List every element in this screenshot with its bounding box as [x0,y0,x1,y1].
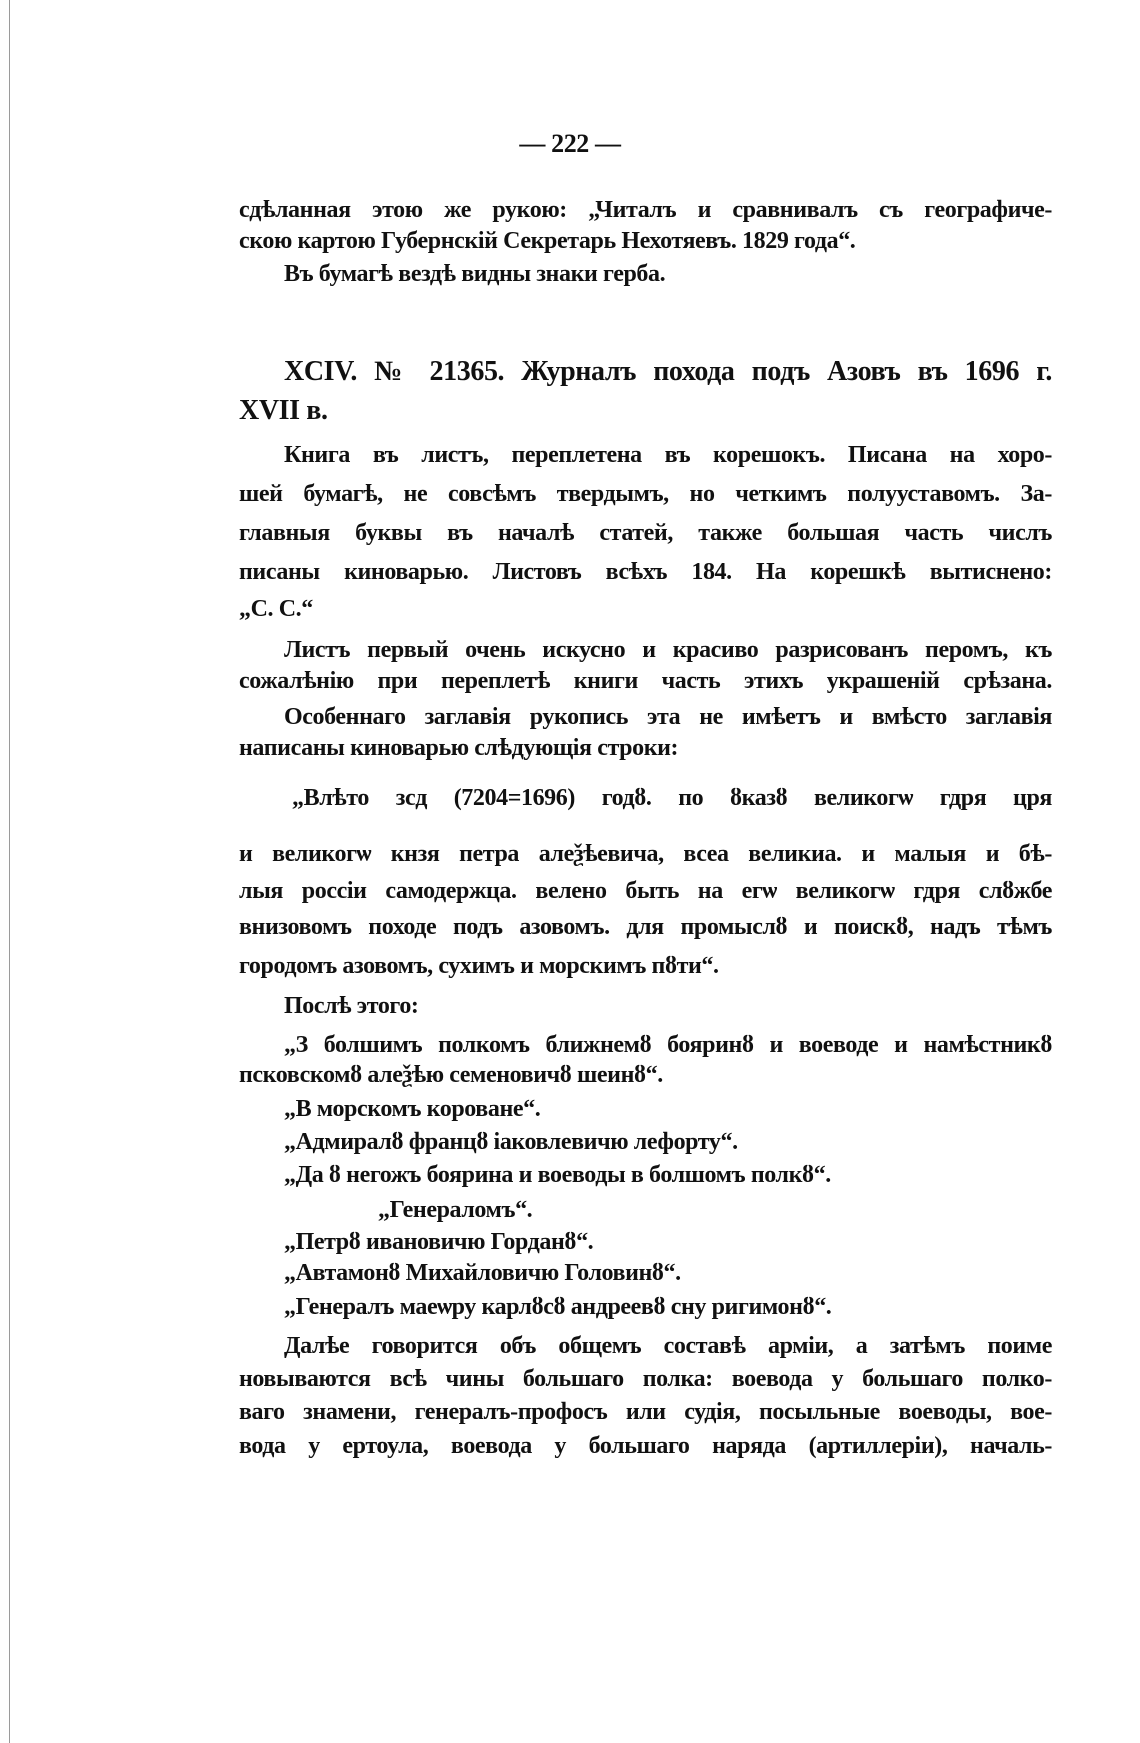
quote-line: внизовомъ походе подъ азовомъ. для промыслȣ и поискȣ, надъ тѣмъ [239,914,1052,940]
quote-line: „В морскомъ короване“. [284,1096,541,1122]
page-number: — 222 — [519,129,621,158]
body-line: ваго знамени, генералъ-профосъ или судія, посыльные воеводы, вое- [239,1399,1052,1425]
quote-line: и великогѡ кнзя петра алеѯѣевича, всеа великиа. и малыя и бѣ- [239,841,1052,867]
quote-line: „Влѣто зсд (7204=1696) годȣ. по ȣказȣ великогѡ гдря цря [292,785,1052,811]
quote-line: „Генераломъ“. [378,1197,533,1223]
body-line: главныя буквы въ началѣ статей, также большая часть числъ [239,520,1052,546]
quote-line: псковскомȣ алеѯѣю семеновичȣ шеинȣ“. [239,1062,663,1088]
quote-line: лыя россіи самодержца. велено быть на егѡ великогѡ гдря слȣжбе [239,878,1052,904]
scan-page-edge [9,0,10,1743]
quote-line: „З болшимъ полкомъ ближнемȣ бояринȣ и воеводе и намѣстникȣ [284,1032,1052,1058]
body-line: новываются всѣ чины большаго полка: воевода у большаго полко- [239,1366,1052,1392]
body-line: шей бумагѣ, не совсѣмъ твердымъ, но четкимъ полууставомъ. За- [239,481,1052,507]
section-heading: XVII в. [239,395,328,426]
quote-line: городомъ азовомъ, сухимъ и морскимъ пȣти“. [239,953,719,979]
quote-line: „Автамонȣ Михайловичю Головинȣ“. [284,1260,681,1286]
body-line: Далѣе говорится объ общемъ составѣ арміи, а затѣмъ поиме [284,1333,1052,1359]
body-line: Книга въ листъ, переплетена въ корешокъ. Писана на хоро- [284,442,1052,468]
body-line: „С. С.“ [239,596,313,622]
body-line: сдѣланная этою же рукою: „Читалъ и сравнивалъ съ географиче- [239,197,1052,223]
section-heading: XCIV. № 21365. Журналъ похода подъ Азовъ въ 1696 г. [284,357,1052,387]
body-line: Особеннаго заглавія рукопись эта не имѣетъ и вмѣсто заглавія [284,704,1052,730]
body-line: Листъ первый очень искусно и красиво разрисованъ перомъ, къ [284,637,1052,663]
body-line: писаны киноварью. Листовъ всѣхъ 184. На корешкѣ вытиснено: [239,559,1052,585]
body-line: Послѣ этого: [284,993,419,1019]
body-line: Въ бумагѣ вездѣ видны знаки герба. [284,261,666,287]
body-line: вода у ертоула, воевода у большаго наряда (артиллеріи), началь- [239,1433,1052,1459]
quote-line: „Петрȣ ивановичю Горданȣ“. [284,1229,594,1255]
quote-line: „Да ȣ негожъ боярина и воеводы в болшомъ полкȣ“. [284,1162,831,1188]
body-line: сожалѣнію при переплетѣ книги часть этихъ украшеній срѣзана. [239,668,1052,694]
body-line: написаны киноварью слѣдующія строки: [239,735,679,761]
quote-line: „Адмиралȣ францȣ іаковлевичю лефорту“. [284,1129,738,1155]
quote-line: „Генералъ маеѡру карлȣсȣ андреевȣ сну ригимонȣ“. [284,1294,832,1320]
body-line: скою картою Губернскій Секретарь Нехотяевъ. 1829 года“. [239,228,856,254]
